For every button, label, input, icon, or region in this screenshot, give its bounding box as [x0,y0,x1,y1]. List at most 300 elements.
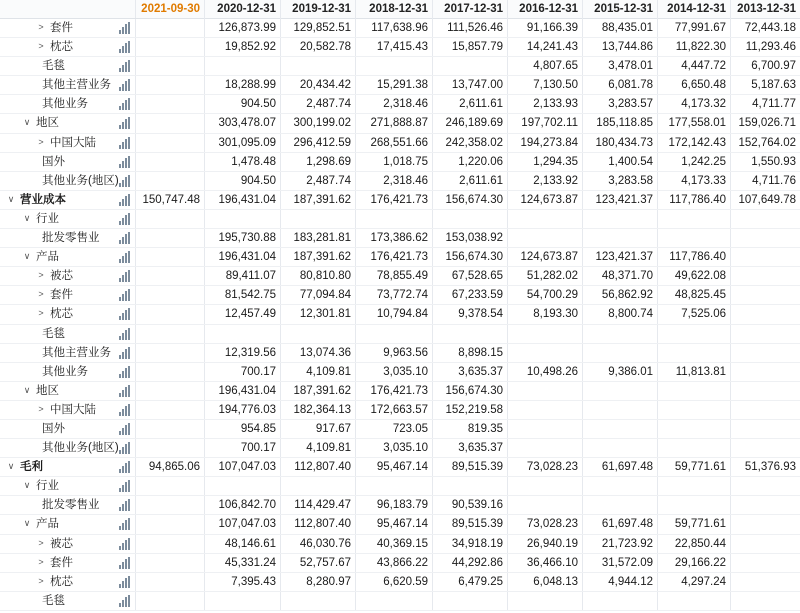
bar-chart-icon[interactable] [119,138,130,149]
value-cell [205,210,281,228]
bar-chart-icon[interactable] [119,80,130,91]
value-cell [356,210,433,228]
expand-chevron-icon[interactable]: > [38,308,44,319]
row-label: 套件 [50,22,73,34]
row-label: 毛毯 [42,60,65,73]
value-cell [136,134,205,152]
value-cell [658,344,731,362]
value-cell: 180,434.73 [583,134,658,152]
value-cell [583,439,658,457]
value-cell: 13,744.86 [583,38,658,56]
bar-chart-icon[interactable] [119,596,130,607]
value-cell: 6,650.48 [658,76,731,94]
value-cell: 6,620.59 [356,573,433,591]
row-label-cell [0,114,136,132]
value-cell [583,325,658,343]
value-cell: 73,028.23 [508,515,583,533]
value-cell: 6,081.78 [583,76,658,94]
value-cell: 123,421.37 [583,191,658,209]
bar-chart-icon[interactable] [119,577,130,588]
column-header-2[interactable]: 2019-12-31 [281,0,356,19]
value-cell: 5,187.63 [751,79,796,92]
value-cell: 183,281.81 [281,229,356,247]
column-header-row [0,0,800,19]
row-label-header [0,0,136,18]
collapse-chevron-icon[interactable]: ∨ [23,480,31,491]
value-cell [136,439,205,457]
value-cell: 77,094.84 [281,286,356,304]
table-row [0,401,800,420]
value-cell: 89,411.07 [205,267,281,285]
column-header-1[interactable]: 2020-12-31 [205,0,281,19]
value-cell [356,592,433,610]
collapse-chevron-icon[interactable]: ∨ [23,384,31,395]
value-cell [136,535,205,553]
row-label-cell [0,420,136,438]
value-cell: 34,918.19 [433,535,508,553]
value-cell [136,267,205,285]
value-cell: 300,199.02 [281,114,356,132]
value-cell [583,477,658,495]
value-cell: 114,429.47 [281,496,356,514]
value-cell: 95,467.14 [356,515,433,533]
value-cell: 117,786.40 [658,248,731,266]
row-label-cell [0,153,136,171]
row-label-cell [0,344,136,362]
value-cell [136,573,205,591]
collapse-chevron-icon[interactable]: ∨ [23,251,31,262]
value-cell [136,114,205,132]
value-cell [136,229,205,247]
value-cell: 52,757.67 [281,554,356,572]
bar-chart-icon[interactable] [119,443,130,454]
value-cell [731,210,800,228]
value-cell: 176,421.73 [356,382,433,400]
value-cell: 48,146.61 [205,535,281,553]
value-cell [508,592,583,610]
value-cell [731,554,800,572]
value-cell: 90,539.16 [433,496,508,514]
value-cell [281,325,356,343]
value-cell: 67,233.59 [433,286,508,304]
value-cell [136,95,205,113]
collapse-chevron-icon[interactable]: ∨ [23,518,31,529]
value-cell: 26,940.19 [508,535,583,553]
value-cell [136,38,205,56]
value-cell [136,382,205,400]
value-cell: 1,242.25 [658,153,731,171]
row-label: 毛利 [20,461,43,474]
value-cell: 196,431.04 [205,382,281,400]
table-row [0,210,800,229]
value-cell: 124,673.87 [508,191,583,209]
row-label: 地区 [36,384,59,397]
bar-chart-icon[interactable] [119,42,130,53]
row-label: 其他主营业务 [42,346,111,359]
value-cell [583,496,658,514]
value-cell: 196,431.04 [205,248,281,266]
value-cell: 61,697.48 [583,458,658,476]
value-cell [136,477,205,495]
value-cell: 9,386.01 [583,363,658,381]
value-cell: 4,173.32 [658,95,731,113]
value-cell: 152,764.02 [738,136,796,149]
value-cell [658,401,731,419]
value-cell [136,19,205,37]
value-cell: 96,183.79 [356,496,433,514]
value-cell: 95,467.14 [356,458,433,476]
value-cell: 10,498.26 [508,363,583,381]
row-label-cell [0,267,136,285]
value-cell [508,382,583,400]
value-cell: 156,674.30 [433,191,508,209]
value-cell: 156,674.30 [433,382,508,400]
value-cell: 6,479.25 [433,573,508,591]
value-cell [583,382,658,400]
table-row [0,420,800,439]
value-cell [136,554,205,572]
table-row [0,515,800,534]
value-cell: 2,133.93 [508,95,583,113]
value-cell: 6,048.13 [508,573,583,591]
row-label: 其他主营业务 [42,79,111,92]
value-cell [658,439,731,457]
value-cell: 61,697.48 [583,515,658,533]
expand-chevron-icon[interactable]: > [38,575,44,586]
row-label: 批发零售业 [42,232,100,245]
bar-chart-icon[interactable] [119,118,130,129]
value-cell: 31,572.09 [583,554,658,572]
bar-chart-icon[interactable] [119,233,130,244]
bar-chart-icon[interactable] [119,424,130,435]
value-cell: 107,649.78 [738,193,796,206]
value-cell [281,592,356,610]
bar-chart-icon[interactable] [119,405,130,416]
column-header-7[interactable]: 2014-12-31 [658,0,731,19]
value-cell: 156,674.30 [433,248,508,266]
value-cell [433,57,508,75]
collapse-chevron-icon[interactable]: ∨ [23,117,31,128]
value-cell [205,57,281,75]
column-header-0[interactable]: 2021-09-30 [136,0,205,19]
value-cell [508,420,583,438]
value-cell: 700.17 [205,363,281,381]
value-cell: 296,412.59 [281,134,356,152]
column-header-8[interactable]: 2013-12-31 [737,3,796,15]
table-row [0,134,800,153]
value-cell: 129,852.51 [281,19,356,37]
value-cell: 40,369.15 [356,535,433,553]
bar-chart-icon[interactable] [119,23,130,34]
value-cell [731,420,800,438]
value-cell [731,496,800,514]
value-cell [583,229,658,247]
expand-chevron-icon[interactable]: > [38,289,44,300]
value-cell: 3,635.37 [433,439,508,457]
value-cell: 8,898.15 [433,344,508,362]
value-cell: 4,173.33 [658,172,731,190]
row-label-cell [0,57,136,75]
value-cell: 1,220.06 [433,153,508,171]
column-header-6[interactable]: 2015-12-31 [583,0,658,19]
table-row [0,76,800,95]
collapse-chevron-icon[interactable]: ∨ [23,212,31,223]
value-cell: 59,771.61 [658,458,731,476]
expand-chevron-icon[interactable]: > [38,22,44,32]
value-cell: 8,193.30 [508,305,583,323]
bar-chart-icon[interactable] [119,290,130,301]
value-cell: 88,435.01 [583,19,658,37]
table-row [0,535,800,554]
value-cell: 117,786.40 [658,191,731,209]
value-cell: 77,991.67 [658,19,731,37]
row-label: 其他业务(地区) [42,442,119,455]
value-cell [731,439,800,457]
value-cell: 14,241.43 [508,38,583,56]
table-row [0,153,800,172]
value-cell [583,592,658,610]
value-cell: 954.85 [205,420,281,438]
expand-chevron-icon[interactable]: > [38,41,44,52]
value-cell [356,477,433,495]
value-cell: 195,730.88 [205,229,281,247]
value-cell: 3,035.10 [356,363,433,381]
row-label-cell [0,573,136,591]
value-cell: 3,035.10 [356,439,433,457]
value-cell [731,344,800,362]
value-cell: 21,723.92 [583,535,658,553]
value-cell [508,477,583,495]
column-header-5[interactable]: 2016-12-31 [508,0,583,19]
bar-chart-icon[interactable] [119,558,130,569]
value-cell [356,325,433,343]
value-cell: 43,866.22 [356,554,433,572]
value-cell: 159,026.71 [738,117,796,130]
row-label-cell [0,134,136,152]
value-cell [136,363,205,381]
value-cell: 3,283.58 [583,172,658,190]
collapse-chevron-icon[interactable]: ∨ [7,193,15,204]
bar-chart-icon[interactable] [119,500,130,511]
value-cell [136,57,205,75]
table-row [0,477,800,496]
value-cell: 1,478.48 [205,153,281,171]
value-cell [731,477,800,495]
row-label: 被芯 [50,537,73,550]
value-cell: 172,142.43 [658,134,731,152]
value-cell [731,401,800,419]
row-label-cell [0,172,136,190]
row-label: 产品 [36,518,59,531]
table-row [0,305,800,324]
value-cell [658,420,731,438]
value-cell [136,592,205,610]
value-cell [205,325,281,343]
row-label: 地区 [36,117,59,130]
row-label: 枕芯 [50,41,73,54]
value-cell: 2,487.74 [281,172,356,190]
value-cell [731,382,800,400]
bar-chart-icon[interactable] [119,348,130,359]
value-cell: 126,873.99 [205,19,281,37]
value-cell [731,515,800,533]
value-cell [136,248,205,266]
expand-chevron-icon[interactable]: > [38,537,44,548]
value-cell: 187,391.62 [281,191,356,209]
value-cell: 904.50 [205,172,281,190]
value-cell: 187,391.62 [281,382,356,400]
value-cell [731,305,800,323]
bar-chart-icon[interactable] [119,309,130,320]
value-cell: 246,189.69 [433,114,508,132]
bar-chart-icon[interactable] [119,386,130,397]
row-label-cell [0,554,136,572]
column-header-3[interactable]: 2018-12-31 [356,0,433,19]
bar-chart-icon[interactable] [119,481,130,492]
value-cell [205,477,281,495]
value-cell: 13,747.00 [433,76,508,94]
table-row [0,95,800,114]
value-cell: 72,443.18 [744,22,796,34]
table-row [0,57,800,76]
value-cell: 268,551.66 [356,134,433,152]
value-cell: 700.17 [205,439,281,457]
table-row [0,344,800,363]
row-label: 产品 [36,251,59,264]
row-label-cell [0,515,136,533]
value-cell: 2,133.92 [508,172,583,190]
value-cell [508,229,583,247]
bar-chart-icon[interactable] [119,252,130,263]
value-cell: 4,711.77 [752,98,796,111]
row-label-cell [0,496,136,514]
value-cell [356,57,433,75]
value-cell: 723.05 [356,420,433,438]
expand-chevron-icon[interactable]: > [38,556,44,567]
value-cell: 44,292.86 [433,554,508,572]
bar-chart-icon[interactable] [119,519,130,530]
value-cell: 18,288.99 [205,76,281,94]
bar-chart-icon[interactable] [119,195,130,206]
value-cell [433,592,508,610]
value-cell [508,496,583,514]
value-cell [731,248,800,266]
value-cell: 197,702.11 [508,114,583,132]
value-cell [281,210,356,228]
row-label-cell [0,382,136,400]
value-cell: 107,047.03 [205,458,281,476]
table-row [0,554,800,573]
expand-chevron-icon[interactable]: > [38,403,44,414]
table-row [0,267,800,286]
row-label: 行业 [36,480,59,493]
value-cell: 904.50 [205,95,281,113]
value-cell: 124,673.87 [508,248,583,266]
value-cell: 19,852.92 [205,38,281,56]
bar-chart-icon[interactable] [119,539,130,550]
value-cell [136,344,205,362]
value-cell [136,496,205,514]
value-cell: 11,822.30 [658,38,731,56]
row-label-cell [0,439,136,457]
value-cell: 78,855.49 [356,267,433,285]
expand-chevron-icon[interactable]: > [38,270,44,281]
bar-chart-icon[interactable] [119,61,130,72]
bar-chart-icon[interactable] [119,329,130,340]
value-cell: 29,166.22 [658,554,731,572]
table-row [0,114,800,133]
row-label-cell [0,458,136,476]
table-row [0,573,800,592]
table-row [0,229,800,248]
value-cell: 13,074.36 [281,344,356,362]
row-label-cell [0,401,136,419]
collapse-chevron-icon[interactable]: ∨ [7,461,15,472]
value-cell: 9,378.54 [433,305,508,323]
value-cell [281,477,356,495]
value-cell [731,535,800,553]
table-row [0,363,800,382]
value-cell: 7,395.43 [205,573,281,591]
value-cell: 59,771.61 [658,515,731,533]
bar-chart-icon[interactable] [119,99,130,110]
value-cell: 49,622.08 [658,267,731,285]
value-cell: 1,550.93 [751,155,796,168]
value-cell: 172,663.57 [356,401,433,419]
value-cell [433,210,508,228]
row-label: 被芯 [50,270,73,283]
value-cell: 36,466.10 [508,554,583,572]
row-label: 枕芯 [50,308,73,321]
value-cell: 4,297.24 [658,573,731,591]
value-cell: 7,130.50 [508,76,583,94]
value-cell: 67,528.65 [433,267,508,285]
bar-chart-icon[interactable] [119,214,130,225]
row-label-cell [0,191,136,209]
row-label: 国外 [42,422,65,435]
bar-chart-icon[interactable] [119,462,130,473]
value-cell: 173,386.62 [356,229,433,247]
bar-chart-icon[interactable] [119,271,130,282]
value-cell [731,325,800,343]
value-cell: 196,431.04 [205,191,281,209]
value-cell: 117,638.96 [356,19,433,37]
value-cell: 12,319.56 [205,344,281,362]
value-cell [508,210,583,228]
bar-chart-icon[interactable] [119,157,130,168]
value-cell: 2,318.46 [356,95,433,113]
value-cell: 20,434.42 [281,76,356,94]
value-cell [658,477,731,495]
value-cell: 7,525.06 [658,305,731,323]
value-cell: 11,293.46 [745,41,796,54]
value-cell: 194,776.03 [205,401,281,419]
column-header-4[interactable]: 2017-12-31 [433,0,508,19]
bar-chart-icon[interactable] [119,367,130,378]
value-cell [508,401,583,419]
value-cell: 22,850.44 [658,535,731,553]
value-cell: 1,298.69 [281,153,356,171]
value-cell [508,344,583,362]
value-cell: 11,813.81 [658,363,731,381]
row-label: 中国大陆 [50,403,96,416]
expand-chevron-icon[interactable]: > [38,136,44,147]
value-cell: 73,772.74 [356,286,433,304]
row-label: 其他业务 [42,365,88,378]
bar-chart-icon[interactable] [119,176,130,187]
value-cell: 2,487.74 [281,95,356,113]
value-cell [433,325,508,343]
